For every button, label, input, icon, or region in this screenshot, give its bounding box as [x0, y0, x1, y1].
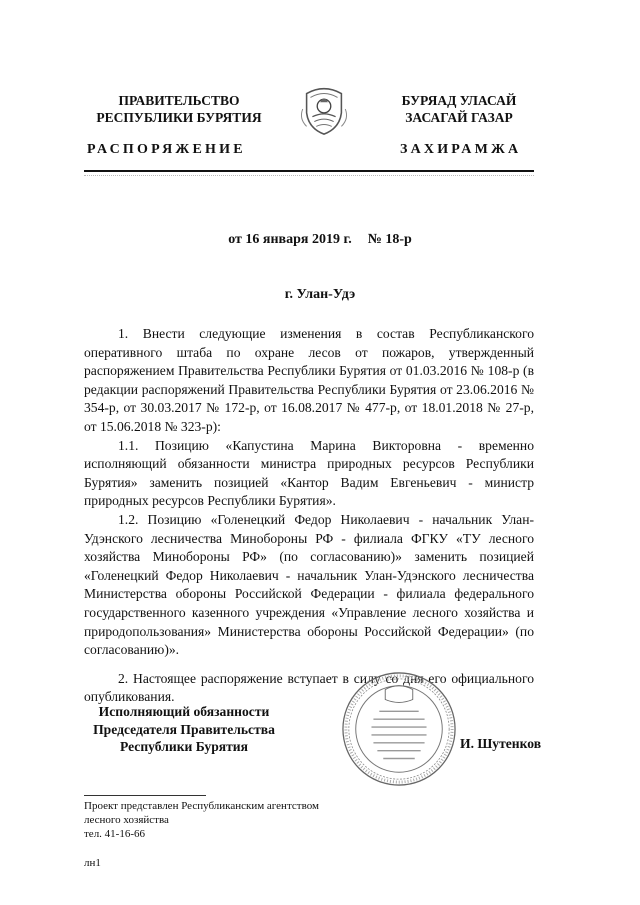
date-number-line: [0, 232, 640, 248]
paragraph-1: 1. Внести следующие изменения в состав Республиканского оперативного штаба по охране лесов от пожаров, утвержденный распоряжением Правительства Республики Бурятия от 01.03.2016 № 108-р (в редакции распоряжений Правительства Республики Бурятия от 23.06.2016 № 354-р, от 30.03.2017 № 172-р, от 16.08.2017 № 477-р, от 18.01.2018 № 27-р, от 15.06.2018 № 323-р):: [84, 326, 534, 434]
signatory-title-line3: Республики Бурятия: [119, 739, 248, 754]
header-left-line1: ПРАВИТЕЛЬСТВО: [118, 93, 240, 108]
header-dotted-divider: [84, 175, 534, 176]
paragraph-1-2: 1.2. Позицию «Голенецкий Федор Николаевич - начальник Улан-Удэнского лесничества Минобороны РФ - филиала ФГКУ «ТУ лесного хозяйства Минобороны РФ» (по согласованию)» заменить позицией «Голенецкий Федор Николаевич - начальник Улан-Удэнского лесничества Министерства обороны Российской Федерации - филиала федерального государственного казенного учреждения «Управление лесного хозяйства и природопользования» Министерства обороны Российской Федерации» (по согласованию)».: [84, 511, 534, 658]
header-right: [374, 92, 544, 126]
city-line: г. Улан-Удэ: [284, 287, 356, 302]
footnote-phone: тел. 41-16-66: [84, 828, 146, 840]
document-date: от 16 января 2019 г.: [228, 232, 352, 247]
header-right-line1: БУРЯАД УЛАСАЙ: [401, 93, 517, 108]
coat-of-arms-emblem: [295, 80, 353, 138]
footnote-line1: Проект представлен Республиканским агентством: [84, 800, 319, 812]
paragraph-1-1: 1.1. Позицию «Капустина Марина Викторовна - временно исполняющий обязанности министра природных ресурсов Республики Бурятия» заменить позицией «Кантор Вадим Евгеньевич - министр природных ресурсов Республики Бурятия».: [84, 437, 534, 509]
footnote-line2: лесного хозяйства: [84, 814, 169, 826]
doc-type-right: ЗАХИРАМЖА: [400, 142, 522, 157]
header-right-line2: ЗАСАГАЙ ГАЗАР: [405, 110, 513, 125]
document-body: [84, 325, 534, 707]
signatory-title-line1: Исполняющий обязанности: [98, 704, 270, 719]
doc-type-left: РАСПОРЯЖЕНИЕ: [87, 142, 246, 157]
document-number: № 18-р: [367, 232, 412, 247]
official-seal-stamp: [340, 670, 458, 788]
signatory-title: [84, 703, 284, 756]
footnote: [84, 799, 404, 841]
paragraph-2: 2. Настоящее распоряжение вступает в силу со дня его официального опубликования.: [84, 670, 534, 705]
executor-initials: лн1: [84, 857, 101, 869]
header-left: [84, 92, 274, 126]
signer-name: И. Шутенков: [460, 736, 542, 751]
signatory-title-line2: Председателя Правительства: [93, 721, 275, 737]
header-left-line2: РЕСПУБЛИКИ БУРЯТИЯ: [96, 110, 262, 125]
header-divider: [84, 170, 534, 172]
footnote-divider: [84, 795, 206, 796]
